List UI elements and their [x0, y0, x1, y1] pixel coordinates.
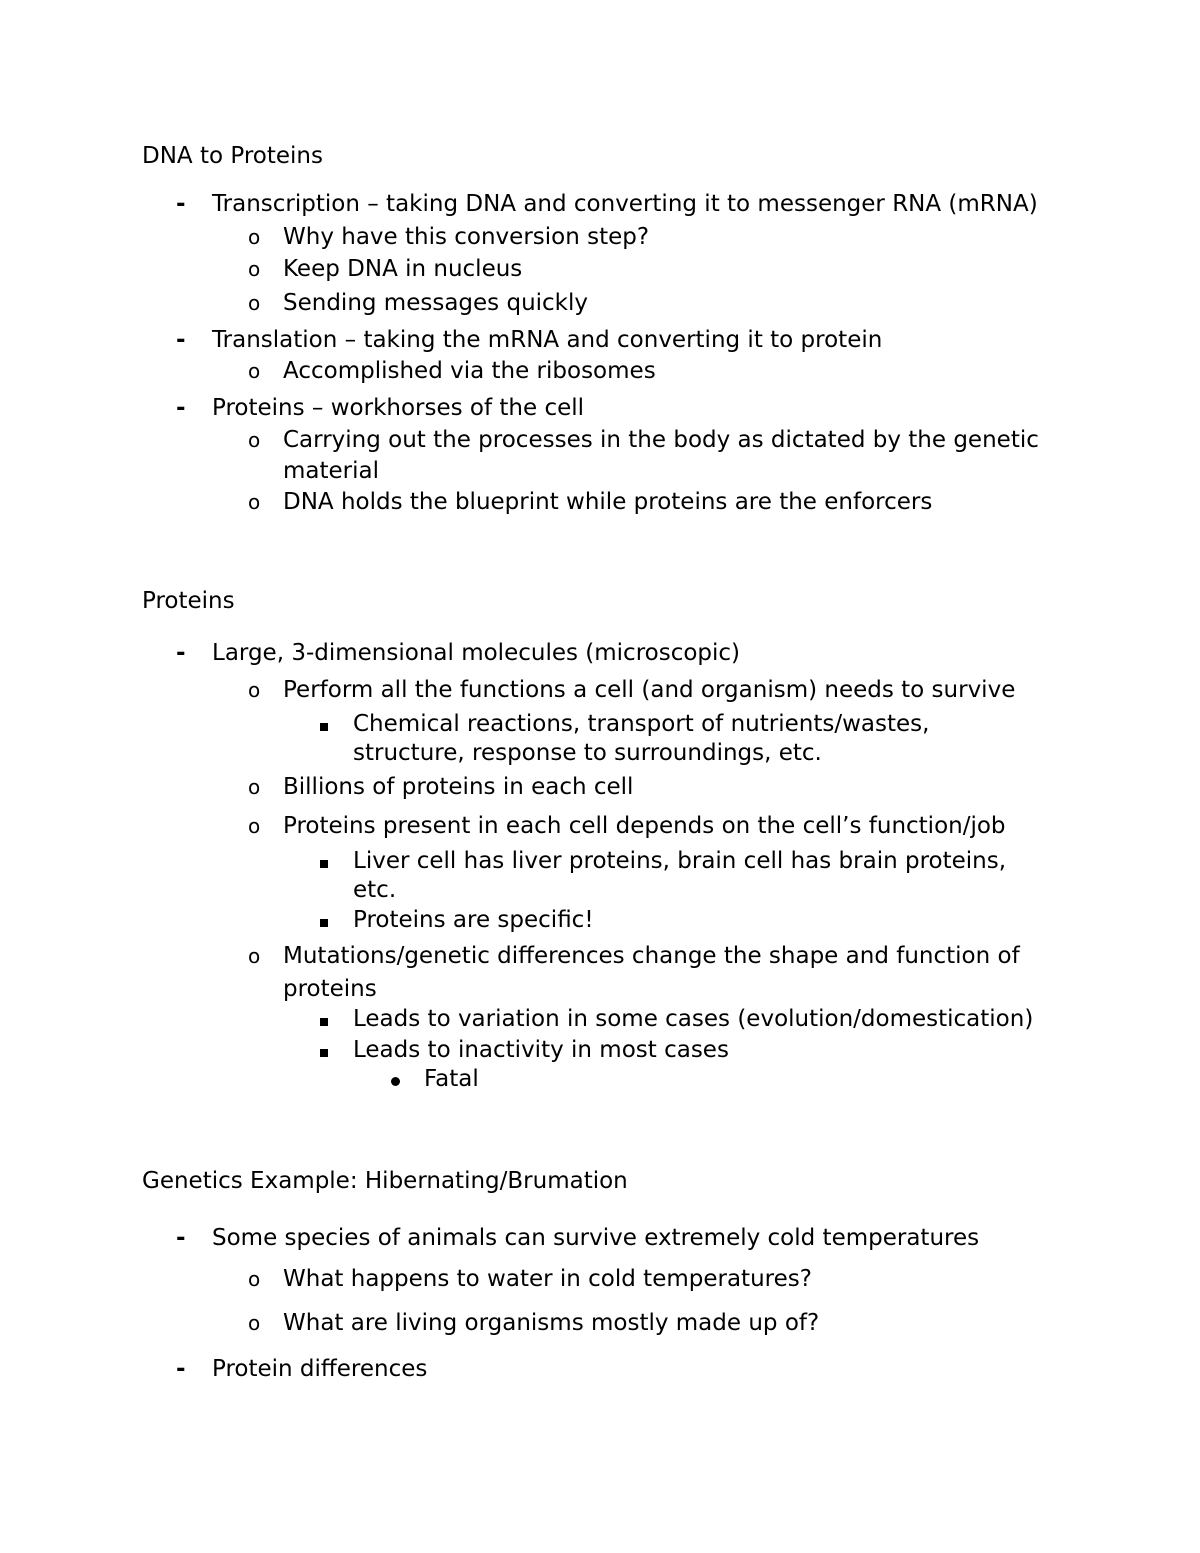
list-item: Billions of proteins in each cell	[283, 774, 634, 800]
list-item: Large, 3-dimensional molecules (microscopic)	[212, 640, 741, 666]
list-item: Some species of animals can survive extremely cold temperatures	[212, 1225, 980, 1251]
list-item: Carrying out the processes in the body as dictated by the genetic	[283, 427, 1039, 453]
list-item: Transcription – taking DNA and converting it to messenger RNA (mRNA)	[212, 191, 1038, 217]
dash-bullet: -	[176, 327, 186, 353]
square-bullet	[320, 1004, 328, 1034]
dash-bullet: -	[176, 395, 186, 421]
section-heading: Genetics Example: Hibernating/Brumation	[142, 1168, 628, 1194]
circle-bullet: o	[248, 944, 261, 968]
dash-bullet: -	[176, 1356, 186, 1382]
circle-bullet: o	[248, 1267, 261, 1291]
list-item-continuation: material	[283, 458, 379, 484]
list-item-continuation: etc.	[353, 877, 397, 903]
square-bullet	[320, 905, 328, 935]
dash-bullet: -	[176, 640, 186, 666]
circle-bullet: o	[248, 257, 261, 281]
dash-bullet: -	[176, 191, 186, 217]
list-item: Perform all the functions a cell (and organism) needs to survive	[283, 677, 1016, 703]
list-item: Keep DNA in nucleus	[283, 256, 523, 282]
circle-bullet: o	[248, 775, 261, 799]
list-item: Mutations/genetic differences change the shape and function of	[283, 943, 1020, 969]
list-item: Sending messages quickly	[283, 290, 588, 316]
list-item: Proteins present in each cell depends on the cell’s function/job	[283, 813, 1006, 839]
list-item: Translation – taking the mRNA and converting it to protein	[212, 327, 883, 353]
list-item: Protein differences	[212, 1356, 428, 1382]
circle-bullet: o	[248, 428, 261, 452]
square-bullet	[320, 709, 328, 739]
list-item: Liver cell has liver proteins, brain cell has brain proteins,	[353, 848, 1007, 874]
circle-bullet: o	[248, 359, 261, 383]
list-item-continuation: proteins	[283, 976, 377, 1002]
circle-bullet: o	[248, 225, 261, 249]
list-item: Leads to variation in some cases (evolution/domestication)	[353, 1006, 1034, 1032]
list-item: Accomplished via the ribosomes	[283, 358, 656, 384]
section-heading: DNA to Proteins	[142, 143, 323, 169]
circle-bullet: o	[248, 291, 261, 315]
list-item: Proteins – workhorses of the cell	[212, 395, 585, 421]
list-item: Leads to inactivity in most cases	[353, 1037, 729, 1063]
list-item: What happens to water in cold temperatures?	[283, 1266, 812, 1292]
list-item: Fatal	[424, 1066, 479, 1092]
list-item: Proteins are specific!	[353, 907, 594, 933]
square-bullet	[320, 846, 328, 876]
dash-bullet: -	[176, 1225, 186, 1251]
list-item: Why have this conversion step?	[283, 224, 650, 250]
list-item-continuation: structure, response to surroundings, etc.	[353, 740, 822, 766]
list-item: What are living organisms mostly made up of?	[283, 1310, 820, 1336]
dot-bullet	[391, 1064, 400, 1094]
square-bullet	[320, 1035, 328, 1065]
circle-bullet: o	[248, 814, 261, 838]
circle-bullet: o	[248, 490, 261, 514]
circle-bullet: o	[248, 1311, 261, 1335]
circle-bullet: o	[248, 678, 261, 702]
list-item: DNA holds the blueprint while proteins are the enforcers	[283, 489, 933, 515]
section-heading: Proteins	[142, 588, 235, 614]
list-item: Chemical reactions, transport of nutrients/wastes,	[353, 711, 930, 737]
